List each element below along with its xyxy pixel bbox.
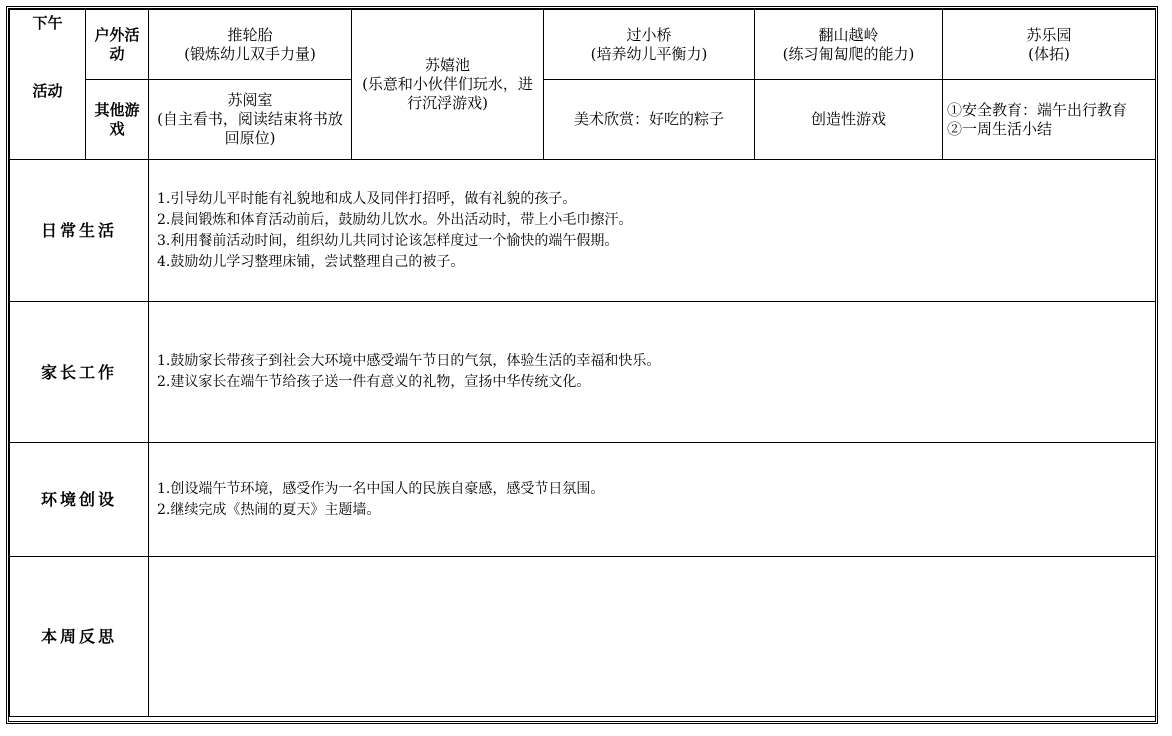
environment-item: 1.创设端午节环境，感受作为一名中国人的民族自豪感，感受节日氛围。	[157, 480, 605, 497]
parents-work-row	[10, 302, 1156, 443]
outdoor-2-desc: (乐意和小伙伴们玩水，进行沉浮游戏)	[362, 75, 533, 112]
daily-life-row	[10, 160, 1156, 302]
other-cell-1	[149, 80, 352, 160]
outdoor-activity-label: 户外活动	[86, 10, 149, 80]
outdoor-3-desc: (培养幼儿平衡力)	[590, 44, 708, 63]
other-1-desc: (自主看书，阅读结束将书放回原位)	[157, 110, 343, 147]
daily-item: 2.晨间锻炼和体育活动前后，鼓励幼儿饮水。外出活动时，带上小毛巾擦汗。	[157, 211, 633, 228]
afternoon-label-bottom: 活动	[32, 82, 63, 100]
other-cell-3: 创造性游戏	[755, 80, 943, 160]
outdoor-cell-2	[352, 10, 544, 160]
parents-item: 1.鼓励家长带孩子到社会大环境中感受端午节日的气氛，体验生活的幸福和快乐。	[157, 353, 661, 369]
outdoor-cell-5	[943, 10, 1156, 80]
other-4-line1: ①安全教育：端午出行教育	[947, 100, 1128, 119]
environment-content	[149, 443, 1156, 557]
outdoor-cell-4	[755, 10, 943, 80]
other-games-label: 其他游戏	[86, 80, 149, 160]
daily-item: 3.利用餐前活动时间，组织幼儿共同讨论该怎样度过一个愉快的端午假期。	[157, 232, 619, 249]
outdoor-5-title: 苏乐园	[1026, 25, 1072, 44]
environment-row	[10, 443, 1156, 557]
daily-life-label: 日常生活	[10, 160, 149, 302]
weekly-plan-table	[9, 9, 1156, 717]
parents-item: 2.建议家长在端午节给孩子送一件有意义的礼物，宣扬中华传统文化。	[157, 374, 591, 390]
other-cell-2: 美术欣赏：好吃的粽子	[544, 80, 755, 160]
other-cell-4	[943, 80, 1156, 160]
reflection-content	[149, 557, 1156, 717]
outdoor-2-title: 苏嬉池	[424, 56, 470, 74]
afternoon-activity-label	[10, 10, 86, 160]
outdoor-cell-3	[544, 10, 755, 80]
outdoor-cell-1	[149, 10, 352, 80]
reflection-label: 本周反思	[10, 557, 149, 717]
daily-item: 1.引导幼儿平时能有礼貌地和成人及同伴打招呼，做有礼貌的孩子。	[157, 190, 577, 207]
reflection-row	[10, 557, 1156, 717]
parents-work-content	[149, 302, 1156, 443]
environment-label: 环境创设	[10, 443, 149, 557]
outdoor-1-title: 推轮胎	[227, 25, 273, 44]
other-4-line2: ②一周生活小结	[947, 119, 1053, 138]
other-games-row	[10, 80, 1156, 160]
outdoor-4-desc: (练习匍匐爬的能力)	[782, 44, 915, 63]
other-1-title: 苏阅室	[227, 91, 273, 109]
daily-life-content	[149, 160, 1156, 302]
afternoon-label-top: 下午	[32, 14, 63, 32]
outdoor-5-desc: (体拓)	[1028, 44, 1070, 63]
outdoor-3-title: 过小桥	[626, 25, 672, 44]
outdoor-4-title: 翻山越岭	[818, 25, 879, 44]
parents-work-label: 家长工作	[10, 302, 149, 443]
daily-item: 4.鼓励幼儿学习整理床铺，尝试整理自己的被子。	[157, 253, 465, 270]
outdoor-1-desc: (锻炼幼儿双手力量)	[184, 44, 316, 63]
outdoor-row	[10, 10, 1156, 80]
environment-item: 2.继续完成《热闹的夏天》主题墙。	[157, 501, 381, 518]
